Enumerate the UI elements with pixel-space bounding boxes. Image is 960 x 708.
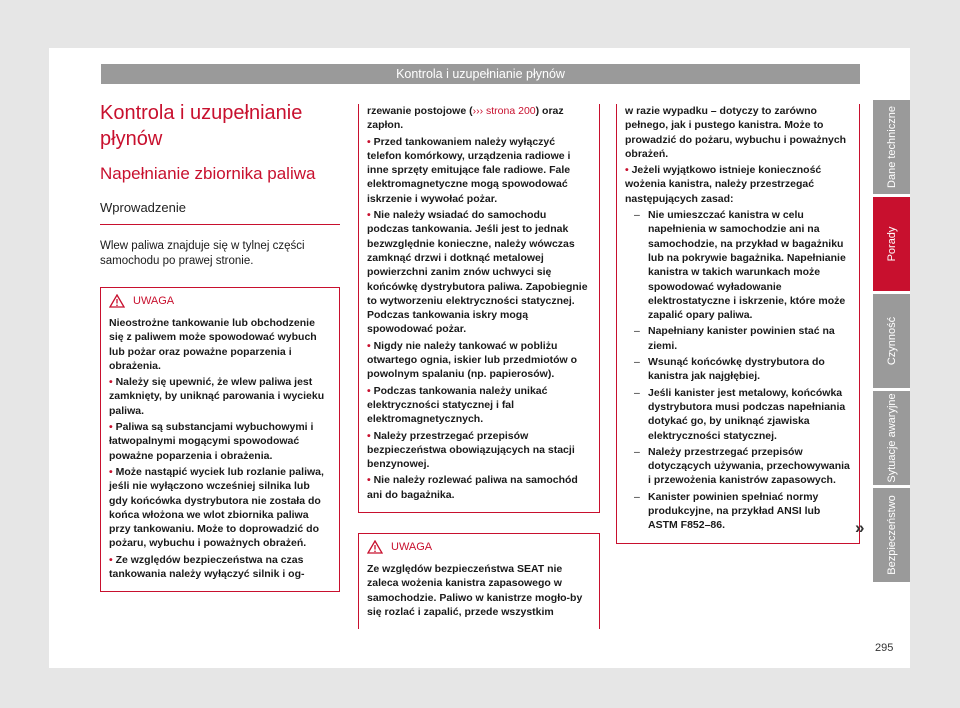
warning-body: [617, 104, 859, 543]
warning-triangle-icon: [367, 540, 383, 554]
chapter-title: Kontrola i uzupełnianie płynów: [100, 102, 303, 150]
warning-bullet: • Nie należy wsiadać do samochodu podczas tankowania. Jeśli jest to jednak bezwzględnie konieczne, należy wówczas zamknąć drzwi i dotknąć metalowej powierzchni zanim znów uchwyci się końcówkę dystrybutora paliwa. Zapobiegnie to wytworzeniu elektryczności statycznej. Podczas tankowania iskry mogą spowodować pożar.: [367, 209, 588, 336]
warning-header: [359, 534, 599, 558]
warning-box: [100, 287, 340, 592]
warning-bullet: • Jeżeli wyjątkowo istnieje konieczność wożenia kanistra, należy przestrzegać następujących zasad:: [625, 164, 822, 205]
warning-subitem: – Jeśli kanister jest metalowy, końcówka dystrybutora musi podczas napełniania dotykać go, by uniknąć zjawiska elektryczności statycznej.: [634, 386, 846, 442]
warning-subitem: – Wsunąć końcówkę dystrybutora do kanistra jak najgłębiej.: [634, 356, 825, 383]
warning-label: UWAGA: [133, 295, 175, 307]
warning-subitem: – Należy przestrzegać przepisów dotyczących używania, przechowywania i przewożenia kanistrów zapasowych.: [634, 445, 850, 487]
warning-body: [359, 558, 599, 629]
page-number: 295: [875, 642, 894, 654]
subsection-title: Wprowadzenie: [100, 200, 186, 215]
tab-dane-techniczne[interactable]: Dane techniczne: [873, 100, 910, 194]
column-1: [100, 100, 340, 592]
warning-body: [359, 104, 599, 512]
column-2: [358, 104, 600, 629]
tab-sytuacje-awaryjne[interactable]: Sytuacje awaryjne: [873, 391, 910, 485]
warning-text: Nieostrożne tankowanie lub obchodzenie się z paliwem może spowodować wybuch lub pożar oraz poważne poparzenia i obrażenia.: [109, 317, 317, 372]
tab-czynnosc[interactable]: Czynność: [873, 294, 910, 388]
warning-bullet: • Należy przestrzegać przepisów bezpieczeństwa obowiązujących na stacji benzynowej.: [367, 429, 575, 471]
warning-subitem: – Napełniany kanister powinien stać na ziemi.: [634, 325, 835, 352]
continue-arrow-icon: »: [855, 518, 865, 537]
warning-bullet: • Nie należy rozlewać paliwa na samochód ani do bagażnika.: [367, 474, 578, 501]
warning-header: [101, 288, 339, 312]
warning-bullet: • Podczas tankowania należy unikać elektryczności statycznej i fal elektromagnetycznych.: [367, 384, 548, 426]
warning-bullet: • Ze względów bezpieczeństwa na czas tankowania należy wyłączyć silnik i og-: [109, 553, 305, 581]
warning-label: UWAGA: [391, 541, 433, 554]
warning-text: Ze względów bezpieczeństwa SEAT nie zaleca wożenia kanistra zapasowego w samochodzie. Paliwo w kanistrze mogło-by się rozlać i zapalić, przede wszystkim: [367, 563, 583, 618]
intro-text: Wlew paliwa znajduje się w tylnej części samochodu po prawej stronie.: [100, 240, 305, 267]
warning-bullet: • Przed tankowaniem należy wyłączyć telefon komórkowy, urządzenia radiowe i inne sprzęty emitujące fale radiowe. Fale elektromagnetyczne mogą spowodować iskrzenie i wywołać pożar.: [367, 135, 571, 205]
warning-bullet: • Paliwa są substancjami wybuchowymi i łatwopalnymi mogącymi spowodować poważne poparzenia i obrażenia.: [109, 421, 314, 462]
tab-bezpieczenstwo[interactable]: Bezpieczeństwo: [873, 488, 910, 582]
warning-bullet: • Należy się upewnić, że wlew paliwa jest zamknięty, by uniknąć parowania i wycieku paliwa.: [109, 376, 325, 417]
warning-subitem: – Nie umieszczać kanistra w celu napełnienia w samochodzie ani na samochodzie, na przykład w bagażniku lub na pokrywie bagażnika. Napełnianie kanistra w takich warunkach może spowodować wyładowanie elektrostatyczne i iskrzenie, które może zapalić opary paliwa.: [634, 209, 846, 322]
warning-triangle-icon: [109, 294, 125, 308]
warning-bullet: • Może nastąpić wyciek lub rozlanie paliwa, jeśli nie wyłączono wcześniej silnika lub gdy końcówka dystrybutora nie została do końca włożona we wlot zbiornika paliwa przy tankowaniu. Może to doprowadzić do pożaru, wybuchu i poważnych obrażeń.: [109, 465, 324, 550]
warning-subitem: – Kanister powinien spełniać normy produkcyjne, na przykład ANSI lub ASTM F852–86.: [634, 490, 821, 532]
warning-bullet: • Nigdy nie należy tankować w pobliżu otwartego ognia, iskier lub przedmiotów o powolnym spalaniu (np. papierosów).: [367, 339, 578, 381]
section-title: Napełnianie zbiornika paliwa: [100, 164, 316, 183]
warning-body: [101, 312, 339, 591]
warning-box: [358, 533, 600, 629]
warning-box-continued: [616, 104, 860, 544]
tab-porady[interactable]: Porady: [873, 197, 910, 291]
warning-text-continued: rzewanie postojowe (››› strona 200) oraz zapłon.: [367, 105, 564, 132]
warning-text-continued: w razie wypadku – dotyczy to zarówno pełnego, jak i pustego kanistra. Może to prowadzić do pożaru, wybuchu i poważnych obrażeń.: [625, 105, 847, 160]
section-rule: [100, 224, 340, 225]
running-header: Kontrola i uzupełnianie płynów: [101, 64, 860, 84]
page-reference-link[interactable]: ››› strona 200: [472, 105, 536, 117]
warning-box-continued: [358, 104, 600, 513]
column-3: [616, 104, 860, 544]
